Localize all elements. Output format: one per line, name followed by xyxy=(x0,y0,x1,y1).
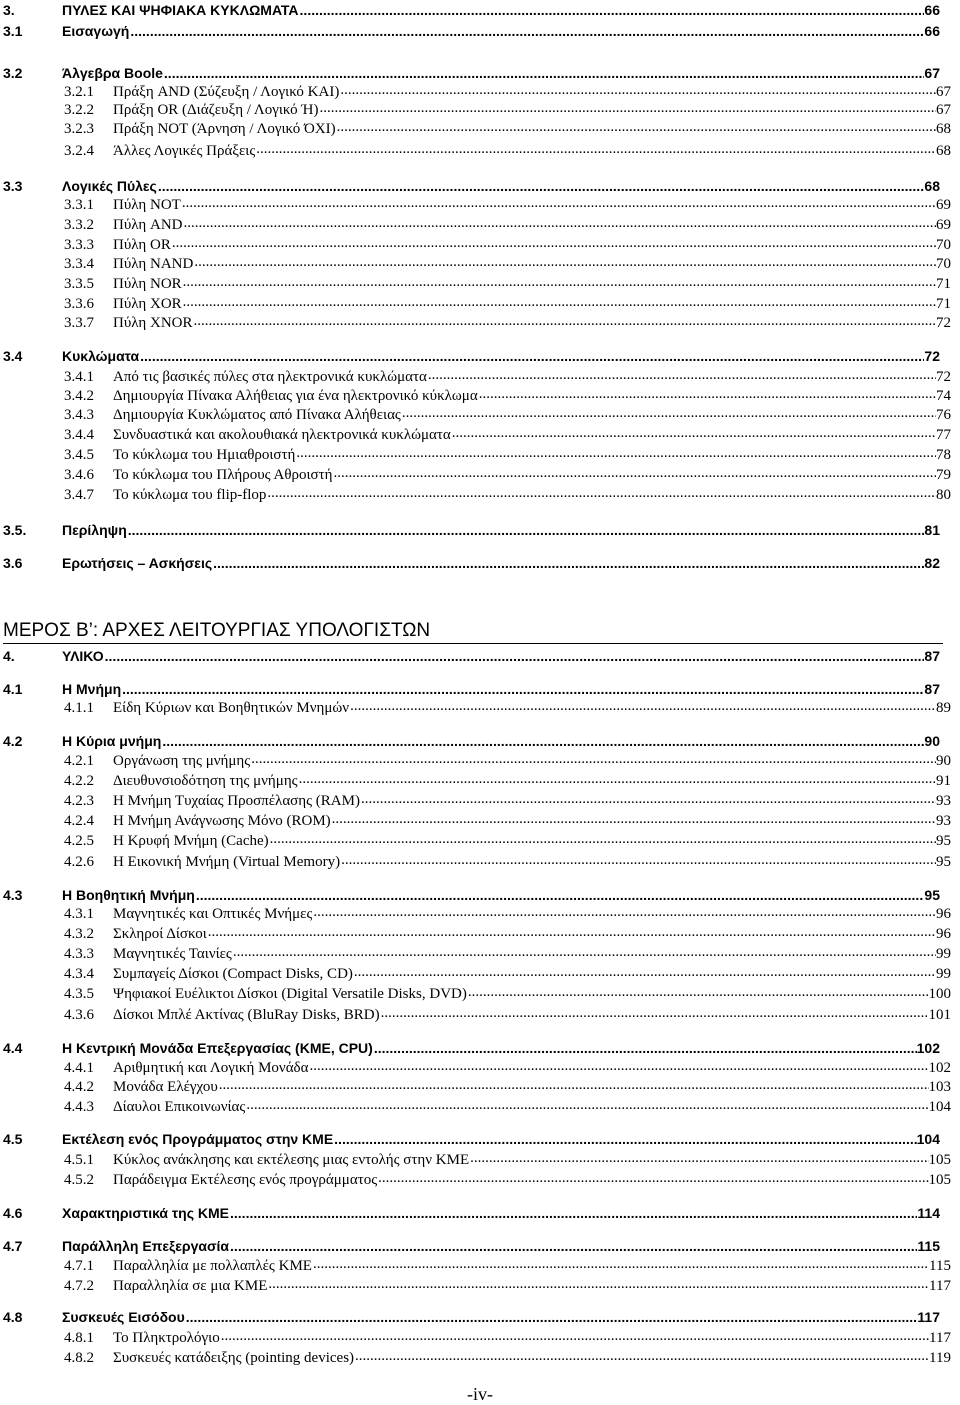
toc-entry-page: 114 xyxy=(917,1205,940,1221)
toc-entry-page: 68 xyxy=(936,143,951,159)
toc-entry-title: Εκτέλεση ενός Προγράμματος στην ΚΜΕ xyxy=(62,1131,334,1147)
toc-entry-page: 77 xyxy=(936,427,951,443)
toc-entry-page: 82 xyxy=(924,555,940,571)
toc-entry-number: 4.5.2 xyxy=(64,1172,94,1188)
toc-entry-page: 72 xyxy=(936,369,951,385)
toc-dot-leader xyxy=(185,1308,918,1322)
toc-entry-number: 3.4.6 xyxy=(64,467,94,483)
toc-dot-leader xyxy=(360,791,936,805)
toc-entry-title: Η Μνήμη xyxy=(62,681,122,697)
toc-entry[interactable] xyxy=(64,852,951,872)
toc-dot-leader xyxy=(218,1077,929,1091)
toc-entry-title: Δίαυλοι Επικοινωνίας xyxy=(113,1099,246,1115)
toc-entry-title: Πύλη XNOR xyxy=(113,315,193,331)
toc-entry-number: 3.2.1 xyxy=(64,84,94,100)
toc-entry[interactable] xyxy=(3,1237,940,1257)
toc-entry-page: 67 xyxy=(936,102,951,118)
toc-entry-number: 4.1.1 xyxy=(64,700,94,716)
toc-entry-title: Πύλη OR xyxy=(113,237,171,253)
toc-entry-title: Η Μνήμη Ανάγνωσης Μόνο (ROM) xyxy=(113,813,331,829)
toc-entry-page: 100 xyxy=(928,986,951,1002)
toc-entry[interactable] xyxy=(64,1328,951,1348)
toc-dot-leader xyxy=(478,386,936,400)
toc-entry-page: 115 xyxy=(917,1238,940,1254)
toc-entry-title: Μονάδα Ελέγχου xyxy=(113,1079,218,1095)
toc-entry[interactable] xyxy=(3,1039,940,1059)
toc-dot-leader xyxy=(336,119,936,133)
toc-entry-title: Το κύκλωμα του flip-flop xyxy=(113,487,267,503)
toc-entry-title: ΠΥΛΕΣ ΚΑΙ ΨΗΦΙΑΚΑ ΚΥΚΛΩΜΑΤΑ xyxy=(62,2,299,18)
toc-entry-title: Η Κύρια μνήμη xyxy=(62,733,162,749)
toc-entry-number: 4.2.1 xyxy=(64,753,94,769)
toc-entry[interactable] xyxy=(64,425,951,445)
toc-entry-title: Πράξη AND (Σύζευξη / Λογικό ΚΑΙ) xyxy=(113,84,340,100)
toc-entry[interactable] xyxy=(64,235,951,255)
toc-entry[interactable] xyxy=(64,386,951,406)
toc-dot-leader xyxy=(195,886,925,900)
toc-entry[interactable] xyxy=(3,732,940,752)
toc-entry-title: Πύλη NOR xyxy=(113,276,182,292)
toc-entry-number: 3. xyxy=(3,2,15,18)
toc-entry-title: Η Εικονική Μνήμη (Virtual Memory) xyxy=(113,854,341,870)
toc-entry-number: 3.3.1 xyxy=(64,197,94,213)
toc-dot-leader xyxy=(333,1130,916,1144)
toc-entry[interactable] xyxy=(64,445,951,465)
toc-entry-page: 87 xyxy=(924,648,940,664)
toc-entry[interactable] xyxy=(64,82,951,102)
toc-entry-page: 78 xyxy=(936,447,951,463)
toc-entry-page: 105 xyxy=(928,1172,951,1188)
toc-entry[interactable] xyxy=(64,964,951,984)
toc-dot-leader xyxy=(340,852,936,866)
toc-entry-number: 3.3.3 xyxy=(64,237,94,253)
toc-entry-title: Η Μνήμη Τυχαίας Προσπέλασης (RAM) xyxy=(113,793,360,809)
toc-entry-page: 105 xyxy=(928,1152,951,1168)
toc-entry-title: Οργάνωση της μνήμης xyxy=(113,753,251,769)
toc-dot-leader xyxy=(245,1097,928,1111)
toc-dot-leader xyxy=(377,1170,928,1184)
toc-entry-title: ΥΛΙΚΟ xyxy=(62,648,104,664)
toc-entry-title: Το κύκλωμα του Ημιαθροιστή xyxy=(113,447,296,463)
toc-dot-leader xyxy=(269,831,936,845)
toc-entry-page: 72 xyxy=(924,348,940,364)
toc-entry-number: 3.4.2 xyxy=(64,388,94,404)
toc-dot-leader xyxy=(427,367,936,381)
toc-entry-page: 90 xyxy=(924,733,940,749)
toc-entry-number: 4.3.3 xyxy=(64,946,94,962)
toc-entry-number: 3.4.1 xyxy=(64,369,94,385)
toc-entry-page: 71 xyxy=(936,276,951,292)
toc-dot-leader xyxy=(401,405,936,419)
toc-entry-page: 95 xyxy=(936,854,951,870)
toc-entry-page: 117 xyxy=(929,1278,951,1294)
toc-dot-leader xyxy=(171,235,936,249)
toc-dot-leader xyxy=(339,82,936,96)
toc-entry-number: 4.4.3 xyxy=(64,1099,94,1115)
toc-entry-page: 79 xyxy=(936,467,951,483)
toc-entry[interactable] xyxy=(3,521,940,541)
toc-dot-leader xyxy=(157,177,925,191)
toc-entry-number: 3.4.7 xyxy=(64,487,94,503)
toc-entry[interactable] xyxy=(64,1058,951,1078)
toc-entry-page: 99 xyxy=(936,946,951,962)
toc-dot-leader xyxy=(163,64,925,78)
toc-entry[interactable] xyxy=(64,771,951,791)
toc-entry[interactable] xyxy=(64,1348,951,1368)
toc-dot-leader xyxy=(193,254,936,268)
toc-entry-page: 70 xyxy=(936,237,951,253)
toc-entry-number: 4.3.6 xyxy=(64,1007,94,1023)
toc-entry-title: Η Κεντρική Μονάδα Επεξεργασίας (ΚΜΕ, CPU) xyxy=(62,1040,373,1056)
toc-entry-page: 104 xyxy=(928,1099,951,1115)
toc-entry-page: 96 xyxy=(936,906,951,922)
toc-entry[interactable] xyxy=(64,1170,951,1190)
toc-dot-leader xyxy=(183,215,937,229)
toc-entry-page: 71 xyxy=(936,296,951,312)
toc-entry-number: 3.6 xyxy=(3,555,23,571)
toc-entry-page: 115 xyxy=(929,1258,951,1274)
toc-entry[interactable] xyxy=(64,367,951,387)
toc-entry[interactable] xyxy=(3,886,940,906)
toc-entry-page: 89 xyxy=(936,700,951,716)
toc-entry-title: Άλγεβρα Boole xyxy=(62,65,163,81)
toc-entry-number: 4.3.1 xyxy=(64,906,94,922)
toc-entry-title: Δημιουργία Πίνακα Αλήθειας για ένα ηλεκτρονικό κύκλωμα xyxy=(113,388,478,404)
toc-entry-title: Παραλληλία με πολλαπλές ΚΜΕ xyxy=(113,1258,312,1274)
toc-entry[interactable] xyxy=(64,141,951,161)
toc-entry[interactable] xyxy=(3,1,940,21)
toc-entry-page: 69 xyxy=(936,197,951,213)
toc-entry-title: Παραλληλία σε μια ΚΜΕ xyxy=(113,1278,268,1294)
toc-entry-number: 4.4.2 xyxy=(64,1079,94,1095)
toc-dot-leader xyxy=(354,1348,929,1362)
toc-dot-leader xyxy=(193,313,937,327)
page-number-footer: -iv- xyxy=(467,1384,493,1404)
toc-entry-title: Συσκευές κατάδειξης (pointing devices) xyxy=(113,1350,355,1366)
toc-dot-leader xyxy=(181,195,936,209)
toc-entry-page: 76 xyxy=(936,407,951,423)
toc-entry-number: 4.2 xyxy=(3,733,23,749)
toc-entry-number: 3.4 xyxy=(3,348,23,364)
toc-entry[interactable] xyxy=(64,274,951,294)
toc-dot-leader xyxy=(229,1204,917,1218)
toc-entry-page: 68 xyxy=(936,121,951,137)
toc-entry[interactable] xyxy=(64,811,951,831)
toc-entry-number: 4.4 xyxy=(3,1040,23,1056)
toc-entry-page: 90 xyxy=(936,753,951,769)
toc-dot-leader xyxy=(298,771,936,785)
toc-dot-leader xyxy=(467,984,929,998)
part-title: ΜΕΡΟΣ Β’: ΑΡΧΕΣ ΛΕΙΤΟΥΡΓΙΑΣ ΥΠΟΛΟΓΙΣΤΩΝ xyxy=(3,619,943,644)
toc-dot-leader xyxy=(255,141,936,155)
toc-dot-leader xyxy=(308,1058,928,1072)
toc-entry-number: 4.8.2 xyxy=(64,1350,94,1366)
toc-entry-title: Η Βοηθητική Μνήμη xyxy=(62,887,195,903)
toc-entry-number: 4.2.6 xyxy=(64,854,94,870)
toc-entry-number: 4.7.2 xyxy=(64,1278,94,1294)
toc-entry[interactable] xyxy=(64,1097,951,1117)
toc-dot-leader xyxy=(267,1276,929,1290)
toc-entry[interactable] xyxy=(64,831,951,851)
toc-entry-number: 4.2.2 xyxy=(64,773,94,789)
toc-entry[interactable] xyxy=(64,751,951,771)
toc-entry-page: 67 xyxy=(936,84,951,100)
toc-entry-page: 66 xyxy=(924,23,940,39)
toc-dot-leader xyxy=(373,1039,917,1053)
toc-entry[interactable] xyxy=(3,647,940,667)
toc-entry-title: Πύλη AND xyxy=(113,217,183,233)
toc-entry-title: Πύλη XOR xyxy=(113,296,182,312)
toc-entry-number: 3.4.5 xyxy=(64,447,94,463)
toc-entry-number: 3.4.3 xyxy=(64,407,94,423)
toc-entry-page: 91 xyxy=(936,773,951,789)
toc-entry-page: 117 xyxy=(929,1330,951,1346)
toc-entry-title: Παράλληλη Επεξεργασία xyxy=(62,1238,230,1254)
toc-entry-number: 4.4.1 xyxy=(64,1060,94,1076)
toc-entry[interactable] xyxy=(64,215,951,235)
toc-entry-title: Πύλη NOT xyxy=(113,197,181,213)
toc-entry-number: 3.3.7 xyxy=(64,315,94,331)
toc-dot-leader xyxy=(207,924,936,938)
toc-entry-title: Παράδειγμα Εκτέλεσης ενός προγράμματος xyxy=(113,1172,378,1188)
toc-entry-page: 93 xyxy=(936,813,951,829)
toc-entry-title: Μαγνητικές και Οπτικές Μνήμες xyxy=(113,906,313,922)
toc-dot-leader xyxy=(182,294,936,308)
toc-entry-number: 4.1 xyxy=(3,681,23,697)
toc-entry[interactable] xyxy=(3,554,940,574)
toc-entry-number: 4.7.1 xyxy=(64,1258,94,1274)
toc-entry-number: 3.5. xyxy=(3,522,27,538)
toc-entry-title: Χαρακτηριστικά της ΚΜΕ xyxy=(62,1205,230,1221)
toc-entry-page: 80 xyxy=(936,487,951,503)
toc-entry-number: 4.3.4 xyxy=(64,966,94,982)
toc-entry-title: Ψηφιακοί Ευέλικτοι Δίσκοι (Digital Versatile Disks, DVD) xyxy=(113,986,467,1002)
toc-entry-page: 67 xyxy=(924,65,940,81)
toc-entry-title: Συνδυαστικά και ακολουθιακά ηλεκτρονικά κυκλώματα xyxy=(113,427,451,443)
toc-entry-number: 3.2 xyxy=(3,65,23,81)
toc-dot-leader xyxy=(229,1237,917,1251)
toc-entry-title: Περίληψη xyxy=(62,522,127,538)
toc-entry[interactable] xyxy=(64,924,951,944)
toc-dot-leader xyxy=(127,521,925,535)
toc-entry-page: 74 xyxy=(936,388,951,404)
toc-entry-title: Αριθμητική και Λογική Μονάδα xyxy=(113,1060,309,1076)
toc-entry-number: 4.2.4 xyxy=(64,813,94,829)
toc-entry[interactable] xyxy=(3,64,940,84)
toc-entry[interactable] xyxy=(64,944,951,964)
toc-dot-leader xyxy=(266,485,936,499)
toc-entry[interactable] xyxy=(64,405,951,425)
toc-dot-leader xyxy=(139,347,924,361)
toc-dot-leader xyxy=(220,1328,929,1342)
toc-entry[interactable] xyxy=(64,1276,951,1296)
toc-entry[interactable] xyxy=(3,680,940,700)
toc-entry-page: 66 xyxy=(924,2,940,18)
toc-entry-number: 4.8.1 xyxy=(64,1330,94,1346)
toc-entry-page: 96 xyxy=(936,926,951,942)
toc-entry-title: Δίσκοι Μπλέ Ακτίνας (BluRay Disks, BRD) xyxy=(113,1007,380,1023)
toc-entry-title: Είδη Κύριων και Βοηθητικών Μνημών xyxy=(113,700,350,716)
toc-entry[interactable] xyxy=(3,347,940,367)
toc-entry-number: 3.1 xyxy=(3,23,23,39)
toc-entry[interactable] xyxy=(3,22,940,42)
toc-entry-page: 70 xyxy=(936,256,951,272)
toc-entry-page: 95 xyxy=(936,833,951,849)
toc-dot-leader xyxy=(312,904,936,918)
toc-dot-leader xyxy=(250,751,936,765)
toc-entry-number: 4.3.5 xyxy=(64,986,94,1002)
toc-entry[interactable] xyxy=(64,294,951,314)
toc-entry-number: 3.2.3 xyxy=(64,121,94,137)
toc-entry-number: 4.3.2 xyxy=(64,926,94,942)
toc-entry-title: Πύλη NAND xyxy=(113,256,194,272)
toc-entry-page: 102 xyxy=(916,1040,940,1056)
toc-dot-leader xyxy=(451,425,936,439)
toc-entry[interactable] xyxy=(64,904,951,924)
toc-entry[interactable] xyxy=(3,1204,940,1224)
toc-entry-number: 4. xyxy=(3,648,15,664)
toc-dot-leader xyxy=(161,732,924,746)
toc-entry-number: 3.3.2 xyxy=(64,217,94,233)
toc-entry-page: 81 xyxy=(924,522,940,538)
toc-entry-page: 69 xyxy=(936,217,951,233)
toc-entry-number: 3.3 xyxy=(3,178,23,194)
toc-entry-page: 102 xyxy=(928,1060,951,1076)
toc-entry-title: Σκληροί Δίσκοι xyxy=(113,926,207,942)
toc-entry-number: 3.3.4 xyxy=(64,256,94,272)
toc-dot-leader xyxy=(380,1005,929,1019)
toc-dot-leader xyxy=(295,445,936,459)
toc-entry[interactable] xyxy=(64,1256,951,1276)
toc-entry-title: Διευθυνσιοδότηση της μνήμης xyxy=(113,773,298,789)
toc-entry-number: 4.3 xyxy=(3,887,23,903)
toc-entry-page: 119 xyxy=(929,1350,951,1366)
toc-entry-number: 3.3.5 xyxy=(64,276,94,292)
toc-dot-leader xyxy=(319,100,936,114)
toc-entry-title: Η Κρυφή Μνήμη (Cache) xyxy=(113,833,269,849)
toc-entry-title: Άλλες Λογικές Πράξεις xyxy=(113,143,256,159)
toc-entry[interactable] xyxy=(3,177,940,197)
toc-entry-page: 99 xyxy=(936,966,951,982)
toc-dot-leader xyxy=(333,465,936,479)
toc-entry-page: 68 xyxy=(924,178,940,194)
toc-entry[interactable] xyxy=(3,1130,940,1150)
toc-dot-leader xyxy=(299,1,925,15)
toc-entry-page: 72 xyxy=(936,315,951,331)
toc-entry-title: Λογικές Πύλες xyxy=(62,178,157,194)
toc-entry[interactable] xyxy=(64,984,951,1004)
toc-entry-title: Πράξη NOT (Άρνηση / Λογικό ΌΧΙ) xyxy=(113,121,336,137)
toc-entry[interactable] xyxy=(64,698,951,718)
toc-entry-number: 4.8 xyxy=(3,1309,23,1325)
toc-entry-title: Το Πληκτρολόγιο xyxy=(113,1330,220,1346)
toc-entry[interactable] xyxy=(64,195,951,215)
toc-entry[interactable] xyxy=(64,1005,951,1025)
toc-entry-number: 3.2.4 xyxy=(64,143,94,159)
toc-entry-title: Συμπαγείς Δίσκοι (Compact Disks, CD) xyxy=(113,966,353,982)
toc-entry-title: Μαγνητικές Ταινίες xyxy=(113,946,232,962)
toc-entry[interactable] xyxy=(64,119,951,139)
toc-dot-leader xyxy=(349,698,936,712)
toc-dot-leader xyxy=(129,22,924,36)
toc-dot-leader xyxy=(121,680,924,694)
toc-entry[interactable] xyxy=(64,791,951,811)
toc-entry-page: 104 xyxy=(916,1131,940,1147)
toc-entry-page: 101 xyxy=(928,1007,951,1023)
toc-entry-title: Εισαγωγή xyxy=(62,23,130,39)
toc-entry[interactable] xyxy=(64,465,951,485)
toc-entry-title: Κυκλώματα xyxy=(62,348,140,364)
toc-entry-number: 3.2.2 xyxy=(64,102,94,118)
toc-entry-title: Πράξη OR (Διάζευξη / Λογικό Ή) xyxy=(113,102,319,118)
toc-entry-number: 4.2.5 xyxy=(64,833,94,849)
toc-entry-title: Ερωτήσεις – Ασκήσεις xyxy=(62,555,213,571)
toc-dot-leader xyxy=(212,554,924,568)
toc-entry-number: 4.2.3 xyxy=(64,793,94,809)
toc-entry-page: 95 xyxy=(924,887,940,903)
toc-dot-leader xyxy=(331,811,936,825)
toc-entry-page: 87 xyxy=(924,681,940,697)
toc-entry-page: 117 xyxy=(917,1309,940,1325)
toc-entry[interactable] xyxy=(64,313,951,333)
toc-entry[interactable] xyxy=(64,254,951,274)
toc-entry-number: 4.5 xyxy=(3,1131,23,1147)
toc-dot-leader xyxy=(182,274,936,288)
toc-entry-title: Το κύκλωμα του Πλήρους Αθροιστή xyxy=(113,467,333,483)
toc-dot-leader xyxy=(353,964,936,978)
toc-entry-number: 3.3.6 xyxy=(64,296,94,312)
toc-entry[interactable] xyxy=(64,1150,951,1170)
toc-entry[interactable] xyxy=(64,100,951,120)
toc-entry-page: 93 xyxy=(936,793,951,809)
toc-entry-title: Κύκλος ανάκλησης και εκτέλεσης μιας εντολής στην ΚΜΕ xyxy=(113,1152,470,1168)
toc-entry-number: 4.6 xyxy=(3,1205,23,1221)
toc-entry-title: Συσκευές Εισόδου xyxy=(62,1309,185,1325)
toc-dot-leader xyxy=(312,1256,929,1270)
toc-entry-number: 3.4.4 xyxy=(64,427,94,443)
toc-entry-title: Από τις βασικές πύλες στα ηλεκτρονικά κυκλώματα xyxy=(113,369,427,385)
toc-entry[interactable] xyxy=(64,1077,951,1097)
toc-entry-title: Δημιουργία Κυκλώματος από Πίνακα Αλήθειας xyxy=(113,407,401,423)
toc-entry-number: 4.5.1 xyxy=(64,1152,94,1168)
toc-entry[interactable] xyxy=(3,1308,940,1328)
toc-entry[interactable] xyxy=(64,485,951,505)
toc-dot-leader xyxy=(469,1150,928,1164)
toc-entry-page: 103 xyxy=(928,1079,951,1095)
toc-dot-leader xyxy=(232,944,936,958)
toc-dot-leader xyxy=(104,647,925,661)
toc-entry-number: 4.7 xyxy=(3,1238,23,1254)
